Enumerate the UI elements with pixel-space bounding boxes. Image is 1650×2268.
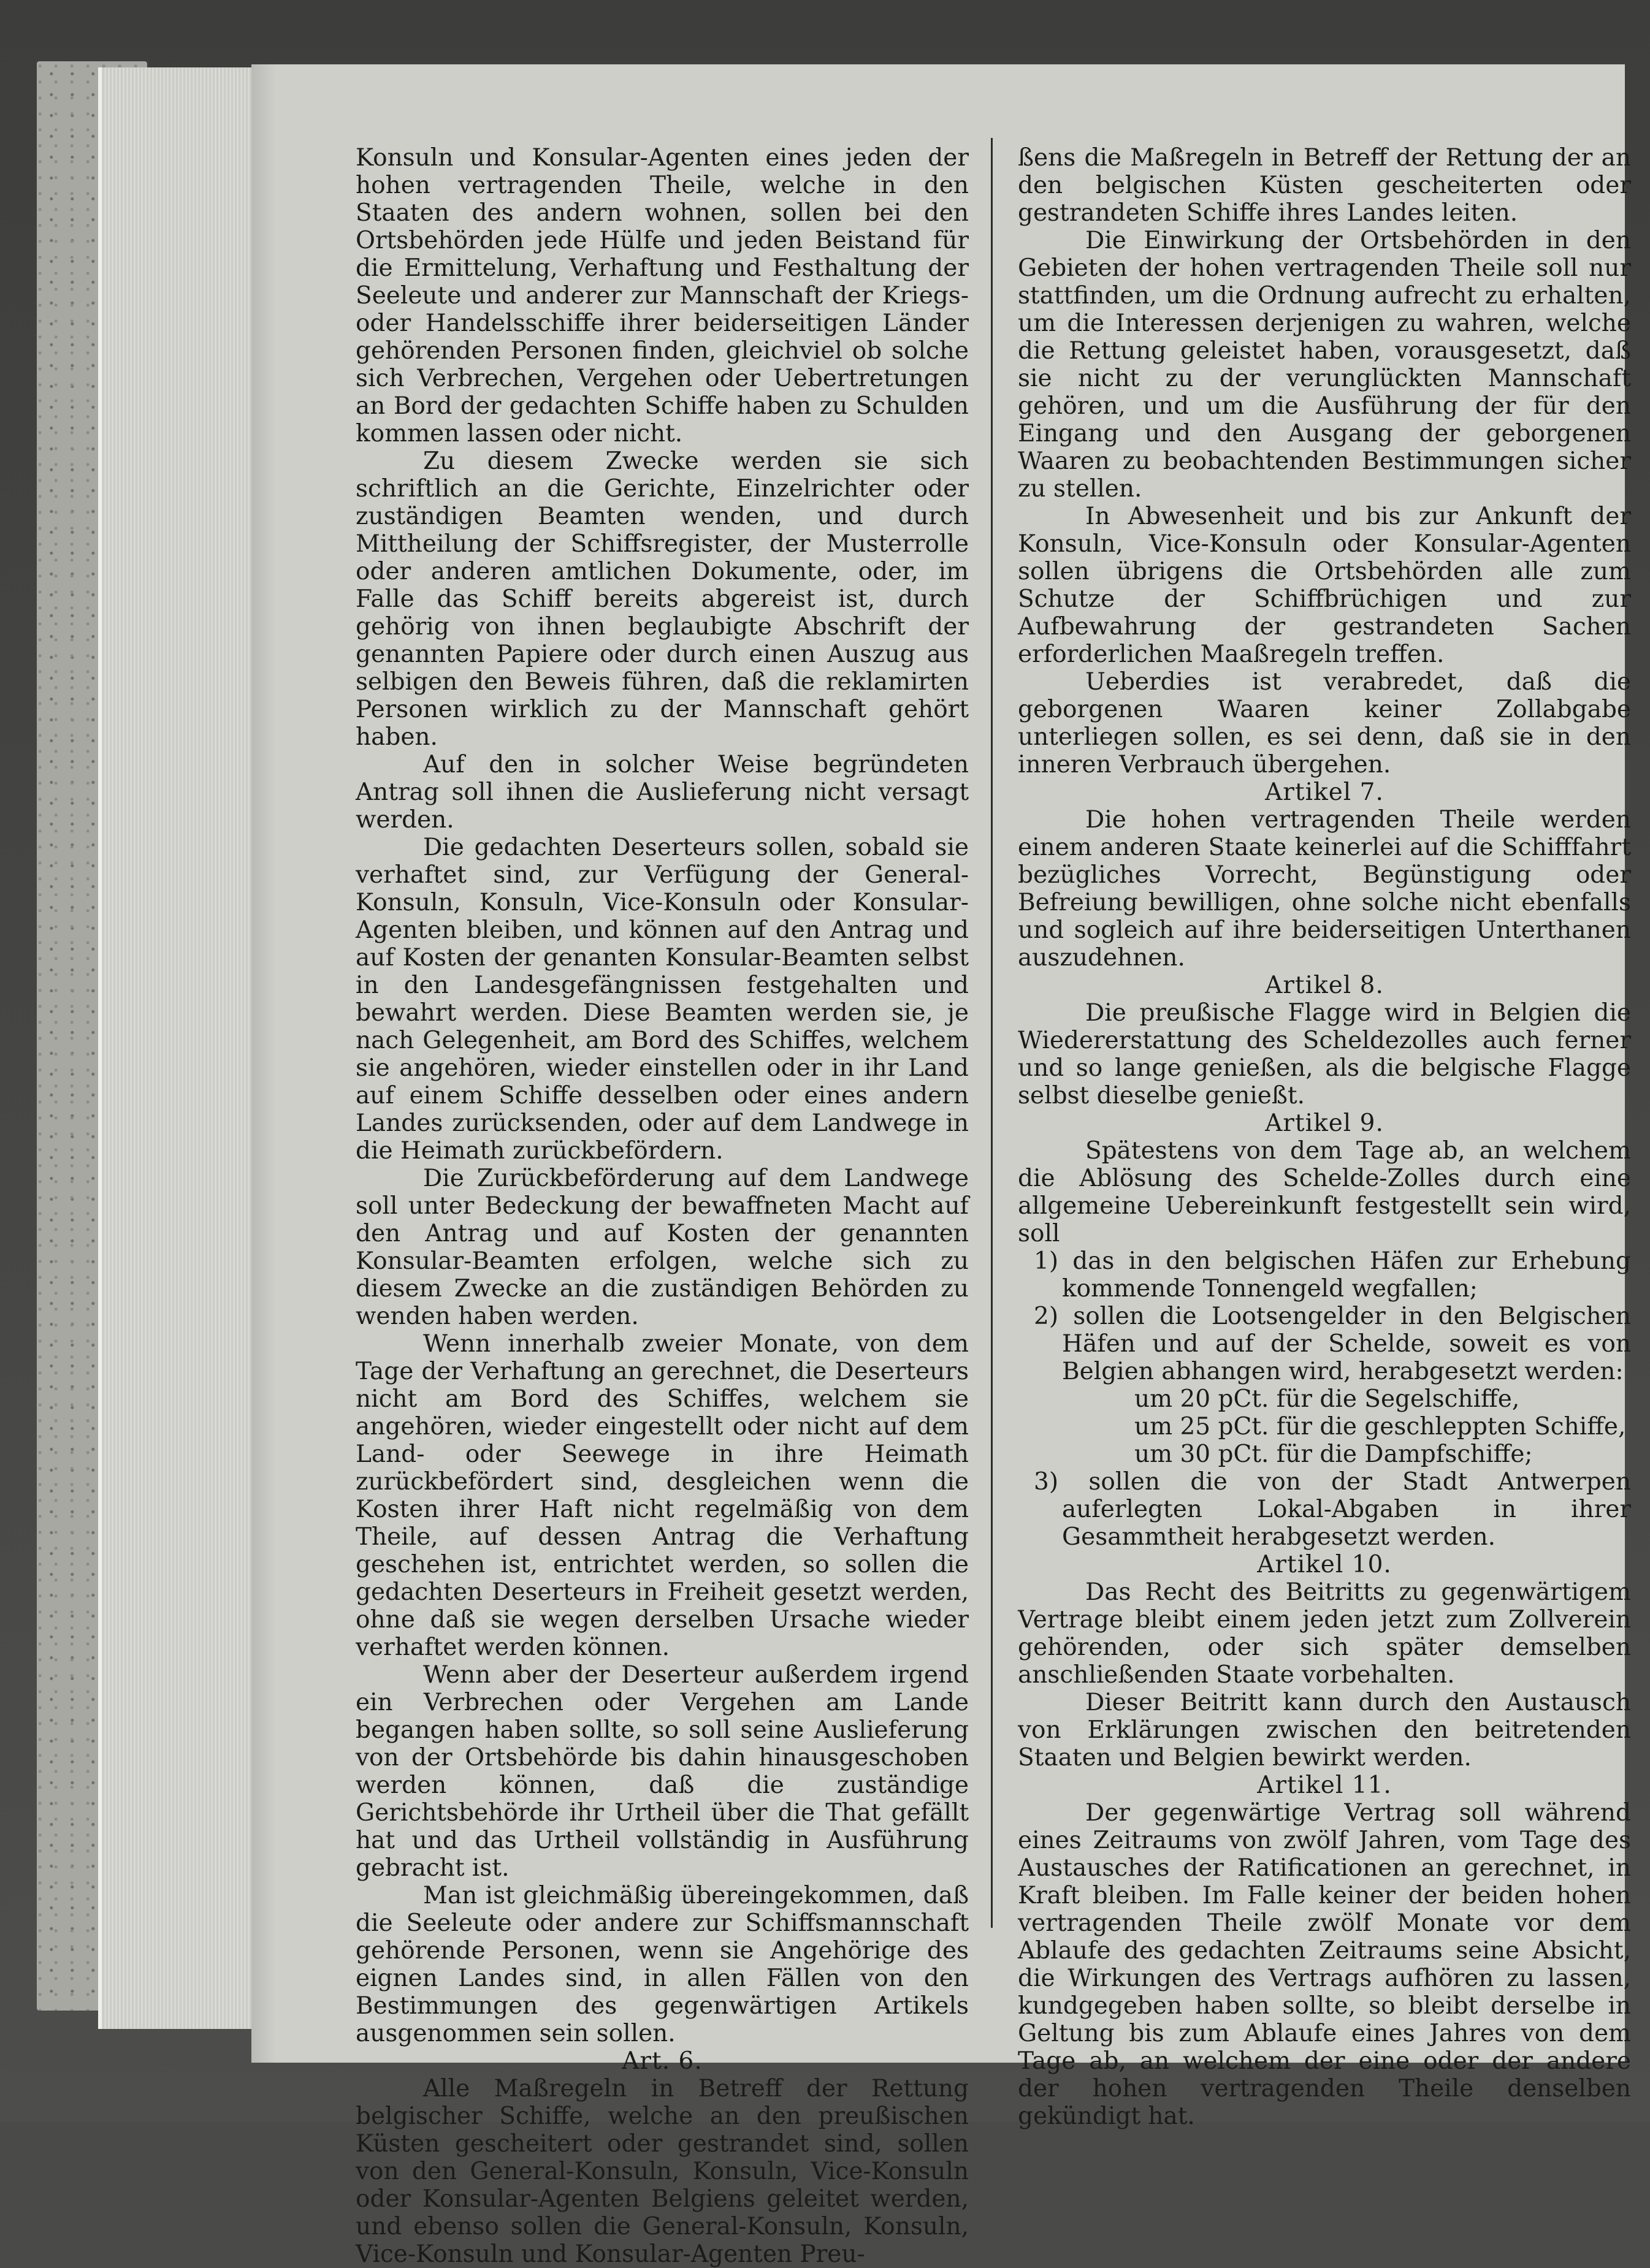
- paragraph: ßens die Maßregeln in Betreff der Rettung der an den belgischen Küsten gescheiterten oder gestrandeten Schiffe ihres Landes leiten.: [1018, 144, 1631, 227]
- paragraph: Auf den in solcher Weise begründeten Antrag soll ihnen die Auslieferung nicht versagt werden.: [356, 751, 969, 834]
- column-divider: [991, 138, 993, 1928]
- left-column: [356, 144, 969, 2268]
- paragraph: Konsuln und Konsular-Agenten eines jeden der hohen vertragenden Theile, welche in den Staaten des andern wohnen, sollen bei den Ortsbehörden jede Hülfe und jeden Beistand für die Ermittelung, Verhaftung und Festhaltung der Seeleute und anderer zur Mannschaft der Kriegs- oder Handelsschiffe ihrer beiderseitigen Länder gehörenden Personen finden, gleichviel ob solche sich Verbrechen, Vergehen oder Uebertretungen an Bord der gedachten Schiffe haben zu Schulden kommen lassen oder nicht.: [356, 144, 969, 447]
- document-page: [251, 64, 1631, 2268]
- page-edges: [98, 67, 267, 2029]
- paragraph: Die gedachten Deserteurs sollen, sobald sie verhaftet sind, zur Verfügung der General-Konsuln, Konsuln, Vice-Konsuln oder Konsular-Agenten bleiben, und können auf den Antrag und auf Kosten der genanten Konsular-Beamten selbst in den Landesgefängnissen festgehalten und bewahrt werden. Diese Beamten werden sie, je nach Gelegenheit, am Bord des Schiffes, welchem sie angehören, wieder einstellen oder in ihr Land auf einem Schiffe desselben oder eines andern Landes zurücksenden, oder auf dem Landwege in die Heimath zurückbefördern.: [356, 834, 969, 1165]
- right-column: [1018, 144, 1631, 2130]
- list-item: 3) sollen die von der Stadt Antwerpen auferlegten Lokal-Abgaben in ihrer Gesammtheit herabgesetzt werden.: [1034, 1468, 1631, 1551]
- list-subitem: um 20 pCt. für die Segelschiffe,: [1134, 1385, 1520, 1413]
- list-subitem: um 25 pCt. für die geschleppten Schiffe,: [1134, 1413, 1626, 1440]
- article-heading: Art. 6.: [622, 2047, 703, 2075]
- article-heading: Artikel 8.: [1265, 972, 1384, 999]
- paragraph: Zu diesem Zwecke werden sie sich schriftlich an die Gerichte, Einzelrichter oder zuständigen Beamten wenden, und durch Mittheilung der Schiffsregister, der Musterrolle oder anderen amtlichen Dokumente, oder, im Falle das Schiff bereits abgereist ist, durch gehörig von ihnen beglaubigte Abschrift der genannten Papiere oder durch einen Auszug aus selbigen den Beweis führen, daß die reklamirten Personen wirklich zu der Mannschaft gehört haben.: [356, 447, 969, 751]
- paragraph: Das Recht des Beitritts zu gegenwärtigem Vertrage bleibt einem jeden jetzt zum Zollverein gehörenden, oder sich später demselben anschließenden Staate vorbehalten.: [1018, 1578, 1631, 1689]
- article-heading: Artikel 9.: [1265, 1109, 1384, 1137]
- paragraph: Man ist gleichmäßig übereingekommen, daß die Seeleute oder andere zur Schiffsmannschaft gehörende Personen, wenn sie Angehörige des eignen Landes sind, in allen Fällen von den Bestimmungen des gegenwärtigen Artikels ausgenommen sein sollen.: [356, 1882, 969, 2047]
- paragraph: Wenn aber der Deserteur außerdem irgend ein Verbrechen oder Vergehen am Lande begangen haben sollte, so soll seine Auslieferung von der Ortsbehörde bis dahin hinausgeschoben werden können, daß die zuständige Gerichtsbehörde ihr Urtheil über die That gefällt hat und das Urtheil vollständig in Ausführung gebracht ist.: [356, 1661, 969, 1882]
- article-heading: Artikel 7.: [1265, 778, 1384, 806]
- paragraph: Die preußische Flagge wird in Belgien die Wiedererstattung des Scheldezolles auch ferner und so lange genießen, als die belgische Flagge selbst dieselbe genießt.: [1018, 999, 1631, 1109]
- article-heading: Artikel 10.: [1257, 1551, 1392, 1578]
- paragraph: Die hohen vertragenden Theile werden einem anderen Staate keinerlei auf die Schifffahrt bezügliches Vorrecht, Begünstigung oder Befreiung bewilligen, ohne solche nicht ebenfalls und sogleich auf ihre beiderseitigen Unterthanen auszudehnen.: [1018, 806, 1631, 972]
- paragraph: Wenn innerhalb zweier Monate, von dem Tage der Verhaftung an gerechnet, die Deserteurs nicht am Bord des Schiffes, welchem sie angehören, wieder eingestellt oder nicht auf dem Land- oder Seewege in ihre Heimath zurückbefördert sind, desgleichen wenn die Kosten ihrer Haft nicht regelmäßig von dem Theile, auf dessen Antrag die Verhaftung geschehen ist, entrichtet werden, so sollen die gedachten Deserteurs in Freiheit gesetzt werden, ohne daß sie wegen derselben Ursache wieder verhaftet werden können.: [356, 1330, 969, 1661]
- paragraph: Die Einwirkung der Ortsbehörden in den Gebieten der hohen vertragenden Theile soll nur stattfinden, um die Ordnung aufrecht zu erhalten, um die Interessen derjenigen zu wahren, welche die Rettung geleistet haben, vorausgesetzt, daß sie nicht zu der verunglückten Mannschaft gehören, und um die Ausführung der für den Eingang und den Ausgang der geborgenen Waaren zu beobachtenden Bestimmungen sicher zu stellen.: [1018, 227, 1631, 503]
- list-item: 2) sollen die Lootsengelder in den Belgischen Häfen und auf der Schelde, soweit es von Belgien abhangen wird, herabgesetzt werden:: [1034, 1303, 1631, 1385]
- paragraph: In Abwesenheit und bis zur Ankunft der Konsuln, Vice-Konsuln oder Konsular-Agenten sollen übrigens die Ortsbehörden alle zum Schutze der Schiffbrüchigen und zur Aufbewahrung der gestrandeten Sachen erforderlichen Maaßregeln treffen.: [1018, 503, 1631, 668]
- paragraph: Der gegenwärtige Vertrag soll während eines Zeitraums von zwölf Jahren, vom Tage des Austausches der Ratificationen an gerechnet, in Kraft bleiben. Im Falle keiner der beiden hohen vertragenden Theile zwölf Monate vor dem Ablaufe des gedachten Zeitraums seine Absicht, die Wirkungen des Vertrags aufhören zu lassen, kundgegeben haben sollte, so bleibt derselbe in Geltung bis zum Ablaufe eines Jahres von dem Tage ab, an welchem der eine oder der andere der hohen vertragenden Theile denselben gekündigt hat.: [1018, 1799, 1631, 2130]
- list-item: 1) das in den belgischen Häfen zur Erhebung kommende Tonnengeld wegfallen;: [1034, 1247, 1631, 1303]
- paragraph: Ueberdies ist verabredet, daß die geborgenen Waaren keiner Zollabgabe unterliegen sollen, es sei denn, daß sie in den inneren Verbrauch übergehen.: [1018, 668, 1631, 778]
- paragraph: Alle Maßregeln in Betreff der Rettung belgischer Schiffe, welche an den preußischen Küsten gescheitert oder gestrandet sind, sollen von den General-Konsuln, Konsuln, Vice-Konsuln oder Konsular-Agenten Belgiens geleitet werden, und ebenso sollen die General-Konsuln, Konsuln, Vice-Konsuln und Konsular-Agenten Preu-: [356, 2075, 969, 2268]
- paragraph: Die Zurückbeförderung auf dem Landwege soll unter Bedeckung der bewaffneten Macht auf den Antrag und auf Kosten der genannten Konsular-Beamten erfolgen, welche sich zu diesem Zwecke an die zuständigen Behörden zu wenden haben werden.: [356, 1165, 969, 1330]
- article-heading: Artikel 11.: [1257, 1771, 1392, 1799]
- paragraph: Dieser Beitritt kann durch den Austausch von Erklärungen zwischen den beitretenden Staaten und Belgien bewirkt werden.: [1018, 1689, 1631, 1771]
- paragraph: Spätestens von dem Tage ab, an welchem die Ablösung des Schelde-Zolles durch eine allgemeine Uebereinkunft festgestellt sein wird, soll: [1018, 1137, 1631, 1247]
- list-subitem: um 30 pCt. für die Dampfschiffe;: [1134, 1440, 1533, 1468]
